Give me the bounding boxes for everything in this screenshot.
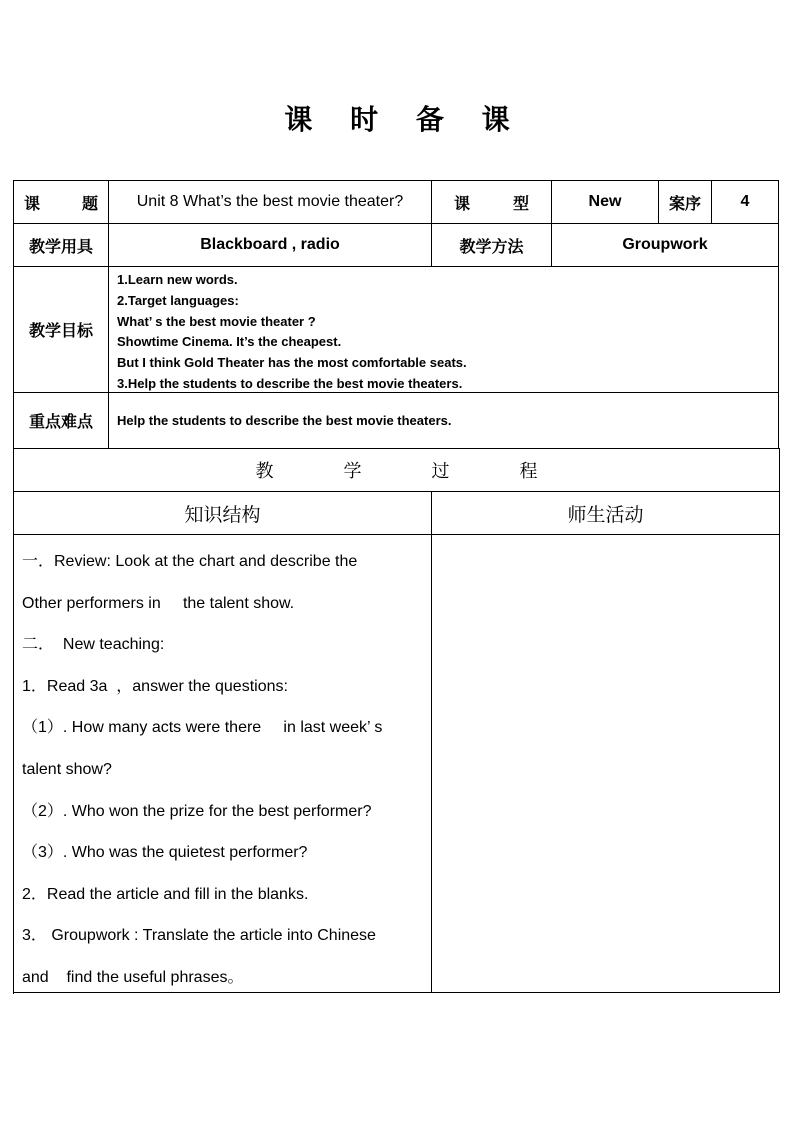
lesson-info-table: [13, 180, 779, 448]
page-title: 课 时 备 课: [284, 103, 524, 136]
method-label: 教学方法: [432, 224, 552, 267]
key-points-label: 重点难点: [14, 393, 109, 449]
content-line: （3）. Who was the quietest performer?: [22, 844, 308, 862]
method-value: Groupwork: [552, 224, 779, 267]
content-line: and find the useful phrases。: [22, 968, 244, 986]
key-points-value: [109, 393, 779, 449]
knowledge-structure-content: [14, 535, 432, 993]
knowledge-structure-header: 知识结构: [14, 492, 432, 535]
type-value: New: [552, 181, 659, 224]
content-line: （1）. How many acts were there in last week’ s: [22, 719, 383, 737]
process-char: 过: [431, 461, 450, 482]
key-points-text: Help the students to describe the best movie theaters.: [117, 413, 452, 428]
case-value: 4: [712, 181, 779, 224]
teacher-student-activity-content: [432, 535, 780, 993]
content-line: 1．Read 3a ，answer the questions:: [22, 677, 288, 695]
process-header-table: [13, 448, 780, 535]
content-line: Other performers in the talent show.: [22, 594, 295, 612]
topic-label-a: 课: [24, 193, 41, 213]
process-heading: [14, 449, 780, 492]
process-content-table: [13, 535, 779, 994]
goal-line: What’ s the best movie theater ?: [117, 313, 316, 329]
content-line: 2．Read the article and fill in the blanks.: [22, 885, 309, 903]
teacher-student-activity-header: 师生活动: [432, 492, 780, 535]
topic-value: Unit 8 What’s the best movie theater?: [109, 181, 432, 224]
type-label-b: 型: [512, 193, 529, 213]
goal-line: Showtime Cinema. It’s the cheapest.: [117, 334, 342, 350]
type-label-a: 课: [454, 193, 471, 213]
content-line: talent show?: [22, 760, 112, 778]
process-char: 学: [343, 461, 362, 482]
content-line: （2）. Who won the prize for the best performer?: [22, 802, 372, 820]
goals-label: 教学目标: [14, 267, 109, 393]
type-label: [432, 181, 552, 224]
process-char: 程: [519, 461, 538, 482]
case-label: 案序: [659, 181, 712, 224]
tools-label: 教学用具: [14, 224, 109, 267]
goal-line: 2.Target languages:: [117, 292, 239, 308]
goal-line: But I think Gold Theater has the most comfortable seats.: [117, 355, 467, 371]
goal-line: 3.Help the students to describe the best movie theaters.: [117, 375, 463, 391]
goal-line: 1.Learn new words.: [117, 272, 238, 287]
topic-label-b: 题: [81, 193, 98, 213]
content-line: 3． Groupwork : Translate the article into Chinese: [22, 927, 376, 945]
topic-label: [14, 181, 109, 224]
tools-value: Blackboard , radio: [109, 224, 432, 267]
content-line: 二． New teaching:: [22, 636, 165, 654]
goals-list: [109, 267, 779, 393]
process-char: 教: [255, 461, 274, 482]
content-line: 一．Review: Look at the chart and describe the: [22, 553, 358, 570]
